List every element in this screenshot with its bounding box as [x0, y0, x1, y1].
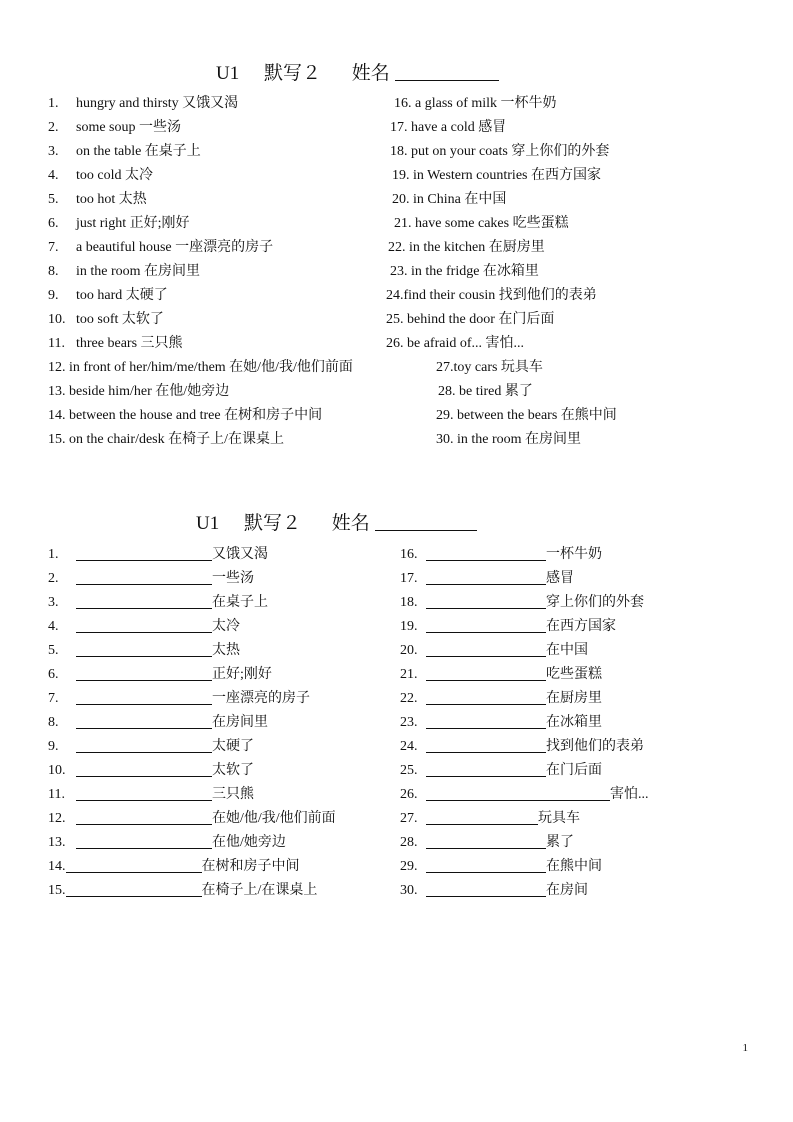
list-item: 21. have some cakes 吃些蛋糕 — [394, 216, 569, 231]
item-number: 1. — [48, 96, 59, 111]
name-label: 姓名 — [351, 63, 390, 84]
item-number: 9. — [48, 288, 59, 303]
list-item — [48, 428, 353, 452]
list-item: 29. between the bears 在熊中间 — [436, 408, 617, 423]
unit-label: U1 — [196, 513, 220, 534]
item-text: 在椅子上/在课桌上 — [201, 883, 318, 898]
answer-blank[interactable] — [426, 664, 546, 681]
answer-blank[interactable] — [426, 544, 546, 561]
item-text: on the chair/desk 在椅子上/在课桌上 — [69, 432, 285, 447]
list-item — [48, 589, 336, 613]
section2-title — [196, 508, 477, 535]
answer-blank[interactable] — [426, 592, 546, 609]
list-item — [48, 308, 353, 332]
answer-blank[interactable] — [76, 592, 212, 609]
item-number: 14. — [48, 859, 66, 874]
list-item — [400, 805, 649, 829]
answer-blank[interactable] — [76, 640, 212, 657]
name-field[interactable] — [395, 79, 499, 81]
answer-blank[interactable] — [426, 568, 546, 585]
answer-blank[interactable] — [426, 880, 546, 897]
item-text: 三只熊 — [212, 787, 254, 802]
item-number: 2. — [48, 571, 59, 586]
item-number: 8. — [48, 264, 59, 279]
item-number: 25. — [400, 763, 418, 778]
item-number: 5. — [48, 192, 59, 207]
answer-blank[interactable] — [426, 784, 610, 801]
answer-blank[interactable] — [76, 616, 212, 633]
item-number: 29. — [400, 859, 418, 874]
list-item — [48, 565, 336, 589]
item-text: 在他/她旁边 — [212, 835, 286, 850]
answer-blank[interactable] — [426, 640, 546, 657]
item-text: too soft 太软了 — [76, 312, 164, 327]
section2-right-column — [400, 541, 649, 901]
list-item — [48, 140, 353, 164]
item-text: some soup 一些汤 — [76, 120, 181, 135]
list-item — [400, 565, 649, 589]
item-number: 11. — [48, 787, 65, 802]
list-item — [400, 781, 649, 805]
item-text: 一座漂亮的房子 — [212, 691, 310, 706]
list-item — [48, 356, 353, 380]
name-field[interactable] — [375, 529, 477, 531]
item-number: 12. — [48, 360, 66, 375]
item-text: 感冒 — [546, 571, 574, 586]
list-item — [48, 380, 353, 404]
list-item — [48, 853, 336, 877]
item-text: 太软了 — [212, 763, 254, 778]
list-item — [48, 92, 353, 116]
item-text: a beautiful house 一座漂亮的房子 — [76, 240, 274, 255]
list-item: 16. a glass of milk 一杯牛奶 — [394, 96, 557, 111]
answer-blank[interactable] — [426, 688, 546, 705]
list-item — [48, 164, 353, 188]
list-item: 20. in China 在中国 — [392, 192, 507, 207]
task-label: 默写２ — [243, 513, 301, 534]
item-number: 27. — [400, 811, 418, 826]
answer-blank[interactable] — [426, 808, 538, 825]
item-text: on the table 在桌子上 — [76, 144, 201, 159]
item-text: 太硬了 — [212, 739, 254, 754]
item-text: just right 正好;刚好 — [76, 216, 190, 231]
item-text: 在厨房里 — [546, 691, 602, 706]
list-item: 28. be tired 累了 — [438, 384, 533, 399]
answer-blank[interactable] — [66, 856, 202, 873]
answer-blank[interactable] — [426, 856, 546, 873]
section2-left-column — [48, 541, 336, 901]
list-item: 18. put on your coats 穿上你们的外套 — [390, 144, 610, 159]
list-item — [48, 757, 336, 781]
list-item — [48, 685, 336, 709]
list-item — [48, 284, 353, 308]
list-item — [400, 637, 649, 661]
section1-right-column — [386, 92, 617, 452]
item-text: 正好;刚好 — [212, 667, 272, 682]
name-label: 姓名 — [331, 513, 370, 534]
item-number: 13. — [48, 384, 66, 399]
item-text: in front of her/him/me/them 在她/他/我/他们前面 — [69, 360, 353, 375]
item-text: 累了 — [546, 835, 574, 850]
answer-blank[interactable] — [426, 736, 546, 753]
item-number: 4. — [48, 619, 59, 634]
list-item — [48, 805, 336, 829]
item-number: 4. — [48, 168, 59, 183]
list-item — [48, 332, 353, 356]
item-number: 19. — [400, 619, 418, 634]
item-number: 14. — [48, 408, 66, 423]
list-item: 22. in the kitchen 在厨房里 — [388, 240, 545, 255]
item-text: 在房间 — [546, 883, 588, 898]
list-item — [400, 685, 649, 709]
item-number: 22. — [400, 691, 418, 706]
answer-blank[interactable] — [426, 760, 546, 777]
list-item — [400, 829, 649, 853]
item-text: 害怕... — [610, 787, 649, 802]
item-number: 15. — [48, 883, 66, 898]
item-number: 12. — [48, 811, 66, 826]
item-number: 24. — [400, 739, 418, 754]
item-number: 3. — [48, 595, 59, 610]
list-item: 23. in the fridge 在冰箱里 — [390, 264, 539, 279]
list-item — [48, 236, 353, 260]
list-item — [48, 877, 336, 901]
item-number: 6. — [48, 216, 59, 231]
item-text: too hard 太硬了 — [76, 288, 168, 303]
item-number: 8. — [48, 715, 59, 730]
page-number: 1 — [742, 1042, 748, 1054]
item-text: 在中国 — [546, 643, 588, 658]
list-item: 17. have a cold 感冒 — [390, 120, 507, 135]
list-item: 26. be afraid of... 害怕... — [386, 336, 525, 351]
item-number: 3. — [48, 144, 59, 159]
item-text: 玩具车 — [538, 811, 580, 826]
list-item — [400, 709, 649, 733]
item-number: 9. — [48, 739, 59, 754]
list-item — [48, 661, 336, 685]
list-item — [48, 260, 353, 284]
answer-blank[interactable] — [76, 808, 212, 825]
list-item — [400, 541, 649, 565]
item-number: 6. — [48, 667, 59, 682]
list-item — [48, 212, 353, 236]
item-text: three bears 三只熊 — [76, 336, 183, 351]
item-text: 在冰箱里 — [546, 715, 602, 730]
item-number: 13. — [48, 835, 66, 850]
answer-blank[interactable] — [76, 712, 212, 729]
item-number: 11. — [48, 336, 65, 351]
list-item — [400, 661, 649, 685]
item-text: in the room 在房间里 — [76, 264, 201, 279]
item-number: 2. — [48, 120, 59, 135]
answer-blank[interactable] — [76, 784, 212, 801]
unit-label: U1 — [216, 63, 240, 84]
list-item — [48, 781, 336, 805]
list-item — [400, 733, 649, 757]
list-item — [400, 613, 649, 637]
list-item — [48, 404, 353, 428]
list-item — [48, 709, 336, 733]
item-number: 30. — [400, 883, 418, 898]
answer-blank[interactable] — [426, 832, 546, 849]
item-text: too cold 太冷 — [76, 168, 153, 183]
item-number: 20. — [400, 643, 418, 658]
answer-blank[interactable] — [76, 736, 212, 753]
item-number: 10. — [48, 763, 66, 778]
list-item — [400, 589, 649, 613]
item-text: 在树和房子中间 — [201, 859, 300, 874]
item-text: 找到他们的表弟 — [546, 739, 644, 754]
list-item — [48, 637, 336, 661]
item-text: 太热 — [212, 643, 240, 658]
item-text: too hot 太热 — [76, 192, 147, 207]
list-item — [48, 541, 336, 565]
task-label: 默写２ — [263, 63, 321, 84]
answer-blank[interactable] — [76, 544, 212, 561]
list-item: 19. in Western countries 在西方国家 — [392, 168, 601, 183]
item-number: 7. — [48, 240, 59, 255]
item-text: 在西方国家 — [546, 619, 616, 634]
item-number: 5. — [48, 643, 59, 658]
list-item — [48, 613, 336, 637]
section1-left-column — [48, 92, 353, 452]
item-text: beside him/her 在他/她旁边 — [69, 384, 230, 399]
list-item: 24.find their cousin 找到他们的表弟 — [386, 288, 597, 303]
answer-blank[interactable] — [426, 712, 546, 729]
item-number: 10. — [48, 312, 66, 327]
answer-blank[interactable] — [66, 880, 202, 897]
list-item — [400, 877, 649, 901]
list-item — [48, 188, 353, 212]
list-item: 27.toy cars 玩具车 — [436, 360, 543, 375]
list-item — [400, 853, 649, 877]
item-text: 太冷 — [212, 619, 240, 634]
item-text: 在桌子上 — [212, 595, 268, 610]
list-item: 30. in the room 在房间里 — [436, 432, 582, 447]
list-item — [400, 757, 649, 781]
item-text: hungry and thirsty 又饿又渴 — [76, 96, 239, 111]
item-text: 在她/他/我/他们前面 — [212, 811, 336, 826]
item-number: 17. — [400, 571, 418, 586]
item-number: 18. — [400, 595, 418, 610]
list-item — [48, 116, 353, 140]
answer-blank[interactable] — [76, 568, 212, 585]
item-number: 21. — [400, 667, 418, 682]
item-text: 穿上你们的外套 — [546, 595, 644, 610]
item-text: 吃些蛋糕 — [546, 667, 602, 682]
item-number: 26. — [400, 787, 418, 802]
item-number: 1. — [48, 547, 59, 562]
answer-blank[interactable] — [426, 616, 546, 633]
item-number: 23. — [400, 715, 418, 730]
item-text: 又饿又渴 — [212, 547, 268, 562]
list-item — [48, 733, 336, 757]
answer-blank[interactable] — [76, 760, 212, 777]
item-text: 一些汤 — [212, 571, 254, 586]
section1-title — [216, 58, 499, 85]
answer-blank[interactable] — [76, 832, 212, 849]
answer-blank[interactable] — [76, 688, 212, 705]
item-number: 7. — [48, 691, 59, 706]
list-item: 25. behind the door 在门后面 — [386, 312, 555, 327]
item-number: 16. — [400, 547, 418, 562]
item-text: 在门后面 — [546, 763, 602, 778]
item-number: 28. — [400, 835, 418, 850]
answer-blank[interactable] — [76, 664, 212, 681]
item-text: 在熊中间 — [546, 859, 602, 874]
item-text: between the house and tree 在树和房子中间 — [69, 408, 323, 423]
item-text: 在房间里 — [212, 715, 268, 730]
item-number: 15. — [48, 432, 66, 447]
list-item — [48, 829, 336, 853]
item-text: 一杯牛奶 — [546, 547, 602, 562]
